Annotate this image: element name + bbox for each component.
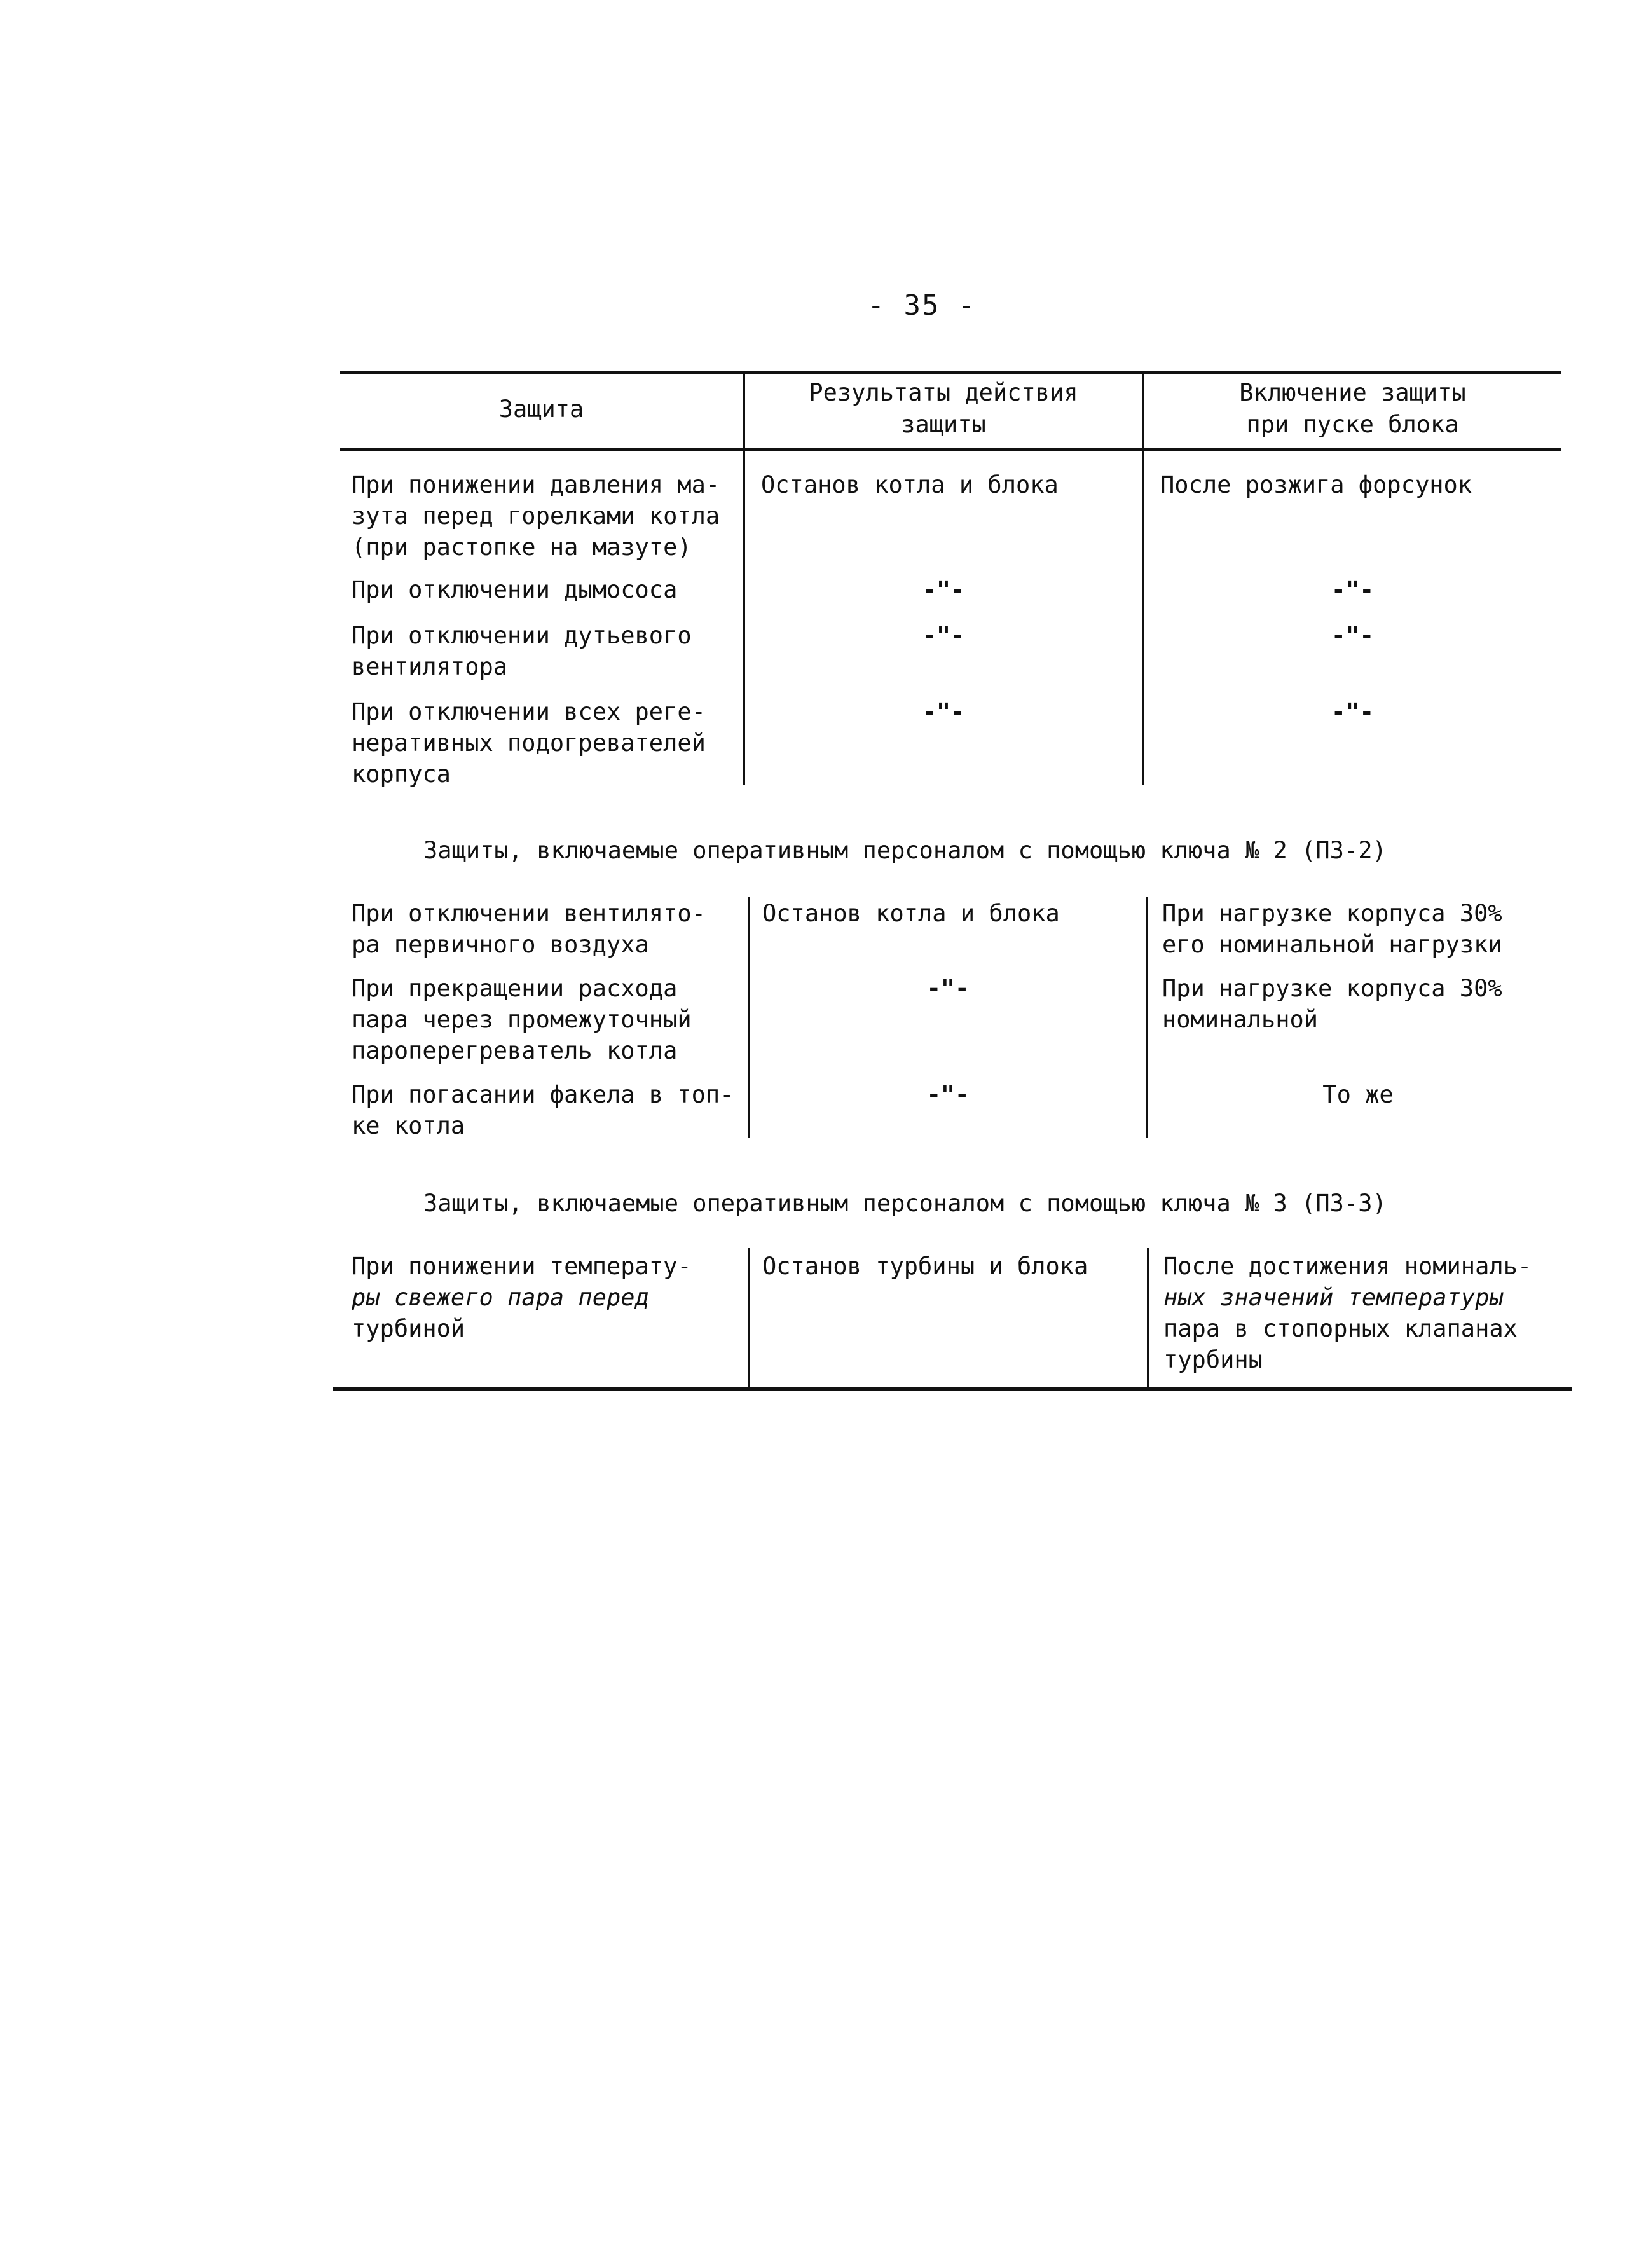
protection-text: вентилятора (352, 653, 508, 680)
table3-divider-1 (748, 1248, 750, 1389)
ditto-mark: -"- (922, 622, 965, 649)
ditto-mark: -"- (926, 1081, 970, 1108)
section-title-key3: Защиты, включаемые оперативным персоналом с помощью ключа № 3 (ПЗ-3) (423, 1190, 1387, 1217)
header-protection: Защита (498, 395, 584, 423)
table-header-rule (340, 448, 1561, 451)
ditto-mark: -"- (1331, 576, 1374, 603)
protection-text: неративных подогревателей (352, 729, 706, 757)
activation-text: турбины (1163, 1346, 1263, 1373)
ditto-mark: -"- (926, 975, 970, 1002)
protection-text: При отключении всех реге- (352, 698, 706, 725)
activation-text: его номинальной нагрузки (1162, 931, 1502, 958)
activation-text: После розжига форсунок (1160, 471, 1472, 498)
protection-text: турбиной (352, 1315, 465, 1342)
protection-text: При понижении температу- (352, 1253, 692, 1280)
protection-text: зута перед горелками котла (352, 502, 720, 530)
protection-text: При погасании факела в топ- (352, 1081, 734, 1108)
activation-text: номинальной (1162, 1006, 1319, 1033)
result-text: Останов котла и блока (761, 471, 1059, 498)
protection-text: ке котла (352, 1112, 465, 1139)
header-activation-line2: при пуске блока (1246, 411, 1459, 438)
protection-text: пароперегреватель котла (352, 1037, 678, 1064)
header-activation-line1: Включение защиты (1239, 379, 1466, 406)
ditto-mark: -"- (1331, 622, 1374, 649)
protection-text: При прекращении расхода (352, 975, 678, 1002)
activation-text: То же (1322, 1081, 1394, 1108)
activation-text: пара в стопорных клапанах (1163, 1315, 1518, 1342)
protection-text: пара через промежуточный (352, 1006, 692, 1033)
protection-text: При отключении вентилято- (352, 900, 706, 927)
ditto-mark: -"- (922, 698, 965, 725)
table-top-rule (340, 371, 1561, 374)
protection-text: ра первичного воздуха (352, 931, 649, 958)
activation-text: При нагрузке корпуса 30% (1162, 975, 1502, 1002)
protection-text: (при растопке на мазуте) (352, 533, 692, 561)
activation-text: ных значений температуры (1163, 1284, 1504, 1311)
protection-text: При понижении давления ма- (352, 471, 720, 498)
page-number: - 35 - (867, 289, 977, 322)
table-bottom-rule (333, 1387, 1572, 1391)
result-text: Останов котла и блока (762, 900, 1060, 927)
activation-text: После достижения номиналь- (1163, 1253, 1532, 1280)
ditto-mark: -"- (1331, 698, 1374, 725)
protection-text: корпуса (352, 760, 451, 788)
ditto-mark: -"- (922, 576, 965, 603)
protection-text: При отключении дутьевого (352, 622, 692, 649)
header-result-line1: Результаты действия (809, 379, 1078, 406)
header-result-line2: защиты (901, 411, 986, 438)
result-text: Останов турбины и блока (762, 1253, 1088, 1280)
table3-divider-2 (1147, 1248, 1149, 1389)
protection-text: ры свежего пара перед (352, 1284, 649, 1311)
protection-text: При отключении дымососа (352, 576, 678, 603)
section-title-key2: Защиты, включаемые оперативным персоналом с помощью ключа № 2 (ПЗ-2) (423, 837, 1387, 864)
activation-text: При нагрузке корпуса 30% (1162, 900, 1502, 927)
